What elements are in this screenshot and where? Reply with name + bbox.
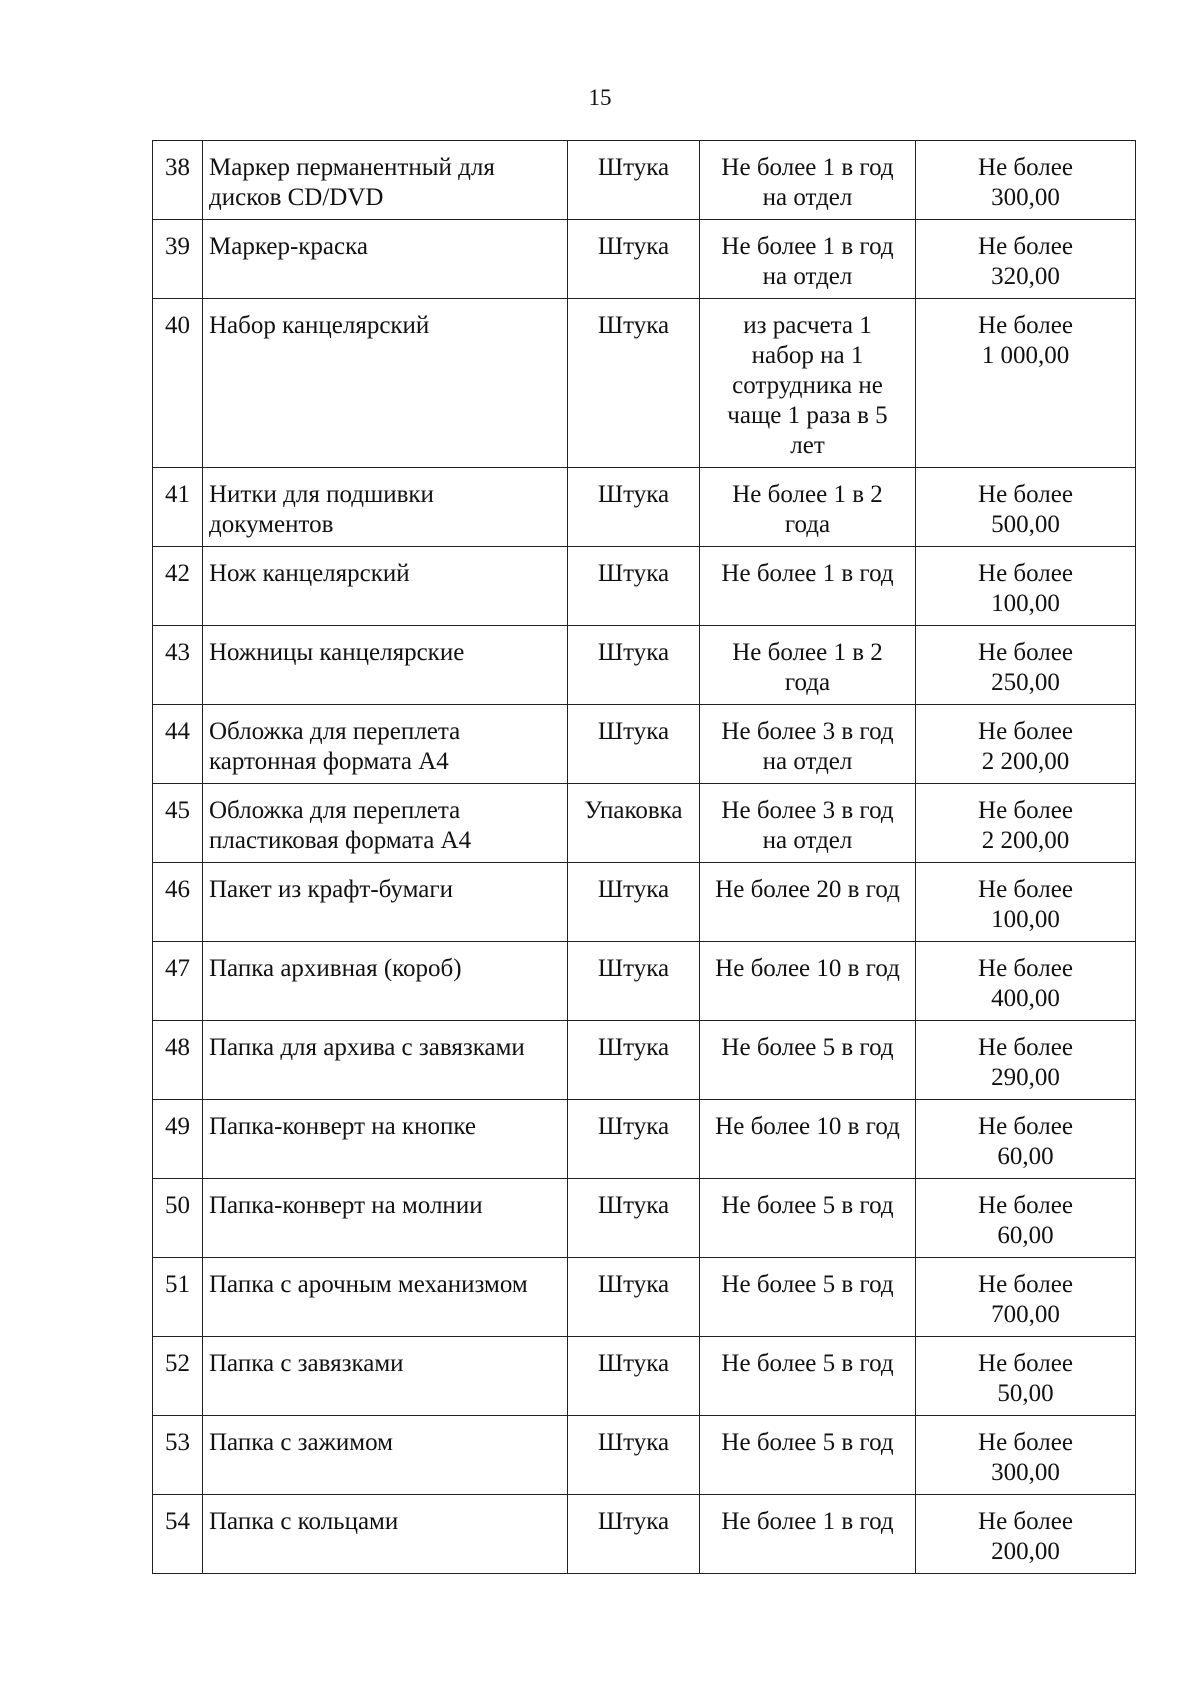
price-cell bbox=[916, 784, 1136, 863]
price-cell-line: 400,00 bbox=[991, 985, 1060, 1012]
price-cell-line: 700,00 bbox=[991, 1301, 1060, 1328]
row-number-cell: 38 bbox=[153, 141, 203, 220]
item-name-cell bbox=[203, 1495, 568, 1574]
row-number-cell: 45 bbox=[153, 784, 203, 863]
row-number-cell: 53 bbox=[153, 1416, 203, 1495]
price-cell-line: Не более bbox=[978, 312, 1073, 339]
row-number-cell: 46 bbox=[153, 863, 203, 942]
price-cell-line: 100,00 bbox=[991, 590, 1060, 617]
quantity-cell-line: Не более 1 в год bbox=[721, 154, 894, 181]
price-cell-line: 2 200,00 bbox=[981, 748, 1070, 775]
item-name-cell bbox=[203, 299, 568, 468]
row-number-cell: 47 bbox=[153, 942, 203, 1021]
price-cell-line: 300,00 bbox=[991, 184, 1060, 211]
unit-cell: Штука bbox=[568, 1416, 700, 1495]
quantity-cell bbox=[700, 784, 916, 863]
item-name-cell-line: картонная формата А4 bbox=[209, 748, 449, 775]
price-cell-line: 320,00 bbox=[991, 263, 1060, 290]
quantity-cell-line: Не более 5 в год bbox=[721, 1271, 894, 1298]
unit-cell: Штука bbox=[568, 863, 700, 942]
quantity-cell-line: из расчета 1 bbox=[743, 312, 872, 339]
row-number-cell: 43 bbox=[153, 626, 203, 705]
quantity-cell-line: Не более 1 в 2 bbox=[732, 639, 883, 666]
quantity-cell bbox=[700, 547, 916, 626]
quantity-cell bbox=[700, 1179, 916, 1258]
item-name-cell-line: Папка для архива с завязками bbox=[209, 1034, 525, 1061]
price-cell bbox=[916, 1416, 1136, 1495]
quantity-cell-line: Не более 5 в год bbox=[721, 1192, 894, 1219]
unit-cell: Штука bbox=[568, 1179, 700, 1258]
table-row bbox=[153, 220, 1136, 299]
price-cell-line: Не более bbox=[978, 718, 1073, 745]
quantity-cell bbox=[700, 1100, 916, 1179]
quantity-cell bbox=[700, 1258, 916, 1337]
items-table bbox=[152, 140, 1136, 1574]
quantity-cell-line: Не более 1 в год bbox=[721, 233, 894, 260]
table-row bbox=[153, 784, 1136, 863]
price-cell-line: 60,00 bbox=[997, 1222, 1054, 1249]
quantity-cell bbox=[700, 1021, 916, 1100]
quantity-cell-line: набор на 1 bbox=[751, 342, 864, 369]
price-cell bbox=[916, 1337, 1136, 1416]
quantity-cell-line: чаще 1 раза в 5 bbox=[727, 402, 888, 429]
item-name-cell-line: Папка с арочным механизмом bbox=[209, 1271, 528, 1298]
quantity-cell bbox=[700, 468, 916, 547]
unit-cell: Штука bbox=[568, 468, 700, 547]
item-name-cell bbox=[203, 1021, 568, 1100]
item-name-cell bbox=[203, 1179, 568, 1258]
quantity-cell-line: Не более 3 в год bbox=[721, 718, 894, 745]
quantity-cell-line: Не более 10 в год bbox=[715, 1113, 900, 1140]
quantity-cell bbox=[700, 863, 916, 942]
price-cell bbox=[916, 1179, 1136, 1258]
table-row bbox=[153, 1495, 1136, 1574]
price-cell bbox=[916, 1100, 1136, 1179]
item-name-cell-line: Папка с зажимом bbox=[209, 1429, 393, 1456]
unit-cell: Упаковка bbox=[568, 784, 700, 863]
row-number-cell: 40 bbox=[153, 299, 203, 468]
quantity-cell-line: на отдел bbox=[762, 184, 853, 211]
price-cell bbox=[916, 220, 1136, 299]
price-cell-line: Не более bbox=[978, 1034, 1073, 1061]
item-name-cell-line: Папка-конверт на молнии bbox=[209, 1192, 483, 1219]
unit-cell: Штука bbox=[568, 220, 700, 299]
item-name-cell-line: Нитки для подшивки bbox=[209, 481, 434, 508]
page-number: 15 bbox=[588, 85, 612, 110]
row-number-cell: 51 bbox=[153, 1258, 203, 1337]
row-number-cell: 48 bbox=[153, 1021, 203, 1100]
price-cell-line: Не более bbox=[978, 1429, 1073, 1456]
row-number-cell: 54 bbox=[153, 1495, 203, 1574]
table-row bbox=[153, 1337, 1136, 1416]
unit-cell: Штука bbox=[568, 299, 700, 468]
item-name-cell bbox=[203, 468, 568, 547]
item-name-cell-line: дисков CD/DVD bbox=[209, 184, 384, 211]
quantity-cell-line: Не более 5 в год bbox=[721, 1350, 894, 1377]
row-number-cell: 44 bbox=[153, 705, 203, 784]
price-cell-line: Не более bbox=[978, 481, 1073, 508]
price-cell bbox=[916, 1021, 1136, 1100]
table-row bbox=[153, 468, 1136, 547]
price-cell-line: 500,00 bbox=[991, 511, 1060, 538]
row-number-cell: 41 bbox=[153, 468, 203, 547]
unit-cell: Штука bbox=[568, 1495, 700, 1574]
item-name-cell bbox=[203, 1416, 568, 1495]
item-name-cell bbox=[203, 705, 568, 784]
price-cell bbox=[916, 626, 1136, 705]
unit-cell: Штука bbox=[568, 705, 700, 784]
quantity-cell-line: лет bbox=[790, 432, 825, 459]
item-name-cell-line: Маркер-краска bbox=[209, 233, 368, 260]
unit-cell: Штука bbox=[568, 1258, 700, 1337]
unit-cell: Штука bbox=[568, 1100, 700, 1179]
quantity-cell bbox=[700, 626, 916, 705]
item-name-cell-line: Обложка для переплета bbox=[209, 718, 461, 745]
item-name-cell-line: Пакет из крафт-бумаги bbox=[209, 876, 453, 903]
unit-cell: Штука bbox=[568, 1337, 700, 1416]
table-row bbox=[153, 626, 1136, 705]
quantity-cell bbox=[700, 705, 916, 784]
table-body bbox=[153, 141, 1136, 1574]
quantity-cell bbox=[700, 942, 916, 1021]
price-cell bbox=[916, 468, 1136, 547]
item-name-cell bbox=[203, 784, 568, 863]
table-row bbox=[153, 1100, 1136, 1179]
price-cell-line: Не более bbox=[978, 1271, 1073, 1298]
price-cell bbox=[916, 547, 1136, 626]
item-name-cell-line: Папка с завязками bbox=[209, 1350, 404, 1377]
unit-cell: Штука bbox=[568, 1021, 700, 1100]
quantity-cell-line: на отдел bbox=[762, 263, 853, 290]
row-number-cell: 52 bbox=[153, 1337, 203, 1416]
quantity-cell-line: Не более 5 в год bbox=[721, 1429, 894, 1456]
table-row bbox=[153, 299, 1136, 468]
table-row bbox=[153, 1179, 1136, 1258]
quantity-cell bbox=[700, 1337, 916, 1416]
price-cell-line: Не более bbox=[978, 154, 1073, 181]
item-name-cell-line: Нож канцелярский bbox=[209, 560, 410, 587]
quantity-cell-line: Не более 1 в год bbox=[721, 1508, 894, 1535]
price-cell-line: Не более bbox=[978, 1508, 1073, 1535]
table-row bbox=[153, 942, 1136, 1021]
quantity-cell-line: Не более 1 в 2 bbox=[732, 481, 883, 508]
price-cell bbox=[916, 863, 1136, 942]
quantity-cell-line: Не более 20 в год bbox=[715, 876, 900, 903]
item-name-cell bbox=[203, 1100, 568, 1179]
price-cell bbox=[916, 705, 1136, 784]
item-name-cell-line: документов bbox=[209, 511, 334, 538]
item-name-cell bbox=[203, 141, 568, 220]
row-number-cell: 39 bbox=[153, 220, 203, 299]
item-name-cell-line: Набор канцелярский bbox=[209, 312, 430, 339]
item-name-cell bbox=[203, 1258, 568, 1337]
quantity-cell-line: года bbox=[784, 511, 831, 538]
quantity-cell-line: Не более 5 в год bbox=[721, 1034, 894, 1061]
row-number-cell: 50 bbox=[153, 1179, 203, 1258]
table-row bbox=[153, 863, 1136, 942]
price-cell-line: 100,00 bbox=[991, 906, 1060, 933]
price-cell-line: 290,00 bbox=[991, 1064, 1060, 1091]
price-cell-line: Не более bbox=[978, 639, 1073, 666]
price-cell bbox=[916, 1258, 1136, 1337]
quantity-cell-line: на отдел bbox=[762, 748, 853, 775]
price-cell-line: Не более bbox=[978, 560, 1073, 587]
row-number-cell: 49 bbox=[153, 1100, 203, 1179]
quantity-cell bbox=[700, 1495, 916, 1574]
item-name-cell-line: пластиковая формата А4 bbox=[209, 827, 472, 854]
item-name-cell bbox=[203, 942, 568, 1021]
item-name-cell-line: Папка с кольцами bbox=[209, 1508, 399, 1535]
price-cell-line: 50,00 bbox=[997, 1380, 1054, 1407]
quantity-cell-line: Не более 1 в год bbox=[721, 560, 894, 587]
quantity-cell-line: сотрудника не bbox=[732, 372, 883, 399]
price-cell bbox=[916, 1495, 1136, 1574]
price-cell-line: 300,00 bbox=[991, 1459, 1060, 1486]
table-row bbox=[153, 1021, 1136, 1100]
quantity-cell-line: на отдел bbox=[762, 827, 853, 854]
item-name-cell bbox=[203, 1337, 568, 1416]
quantity-cell-line: Не более 10 в год bbox=[715, 955, 900, 982]
price-cell-line: Не более bbox=[978, 955, 1073, 982]
price-cell-line: Не более bbox=[978, 1113, 1073, 1140]
price-cell bbox=[916, 942, 1136, 1021]
item-name-cell bbox=[203, 547, 568, 626]
quantity-cell-line: Не более 3 в год bbox=[721, 797, 894, 824]
price-cell-line: 2 200,00 bbox=[981, 827, 1070, 854]
item-name-cell-line: Обложка для переплета bbox=[209, 797, 461, 824]
item-name-cell-line: Ножницы канцелярские bbox=[209, 639, 465, 666]
price-cell-line: Не более bbox=[978, 876, 1073, 903]
price-cell bbox=[916, 299, 1136, 468]
price-cell-line: Не более bbox=[978, 1350, 1073, 1377]
quantity-cell bbox=[700, 141, 916, 220]
unit-cell: Штука bbox=[568, 626, 700, 705]
item-name-cell-line: Маркер перманентный для bbox=[209, 154, 495, 181]
item-name-cell bbox=[203, 220, 568, 299]
table-row bbox=[153, 1416, 1136, 1495]
price-cell-line: Не более bbox=[978, 1192, 1073, 1219]
price-cell-line: 1 000,00 bbox=[981, 342, 1070, 369]
price-cell-line: 200,00 bbox=[991, 1538, 1060, 1565]
table-row bbox=[153, 705, 1136, 784]
price-cell-line: Не более bbox=[978, 797, 1073, 824]
price-cell bbox=[916, 141, 1136, 220]
unit-cell: Штука bbox=[568, 942, 700, 1021]
table-row bbox=[153, 141, 1136, 220]
price-cell-line: 250,00 bbox=[991, 669, 1060, 696]
item-name-cell bbox=[203, 863, 568, 942]
quantity-cell bbox=[700, 220, 916, 299]
quantity-cell-line: года bbox=[784, 669, 831, 696]
quantity-cell bbox=[700, 299, 916, 468]
price-cell-line: 60,00 bbox=[997, 1143, 1054, 1170]
table-row bbox=[153, 1258, 1136, 1337]
quantity-cell bbox=[700, 1416, 916, 1495]
price-cell-line: Не более bbox=[978, 233, 1073, 260]
row-number-cell: 42 bbox=[153, 547, 203, 626]
item-name-cell-line: Папка архивная (короб) bbox=[209, 955, 462, 982]
item-name-cell-line: Папка-конверт на кнопке bbox=[209, 1113, 476, 1140]
table-row bbox=[153, 547, 1136, 626]
unit-cell: Штука bbox=[568, 547, 700, 626]
item-name-cell bbox=[203, 626, 568, 705]
unit-cell: Штука bbox=[568, 141, 700, 220]
